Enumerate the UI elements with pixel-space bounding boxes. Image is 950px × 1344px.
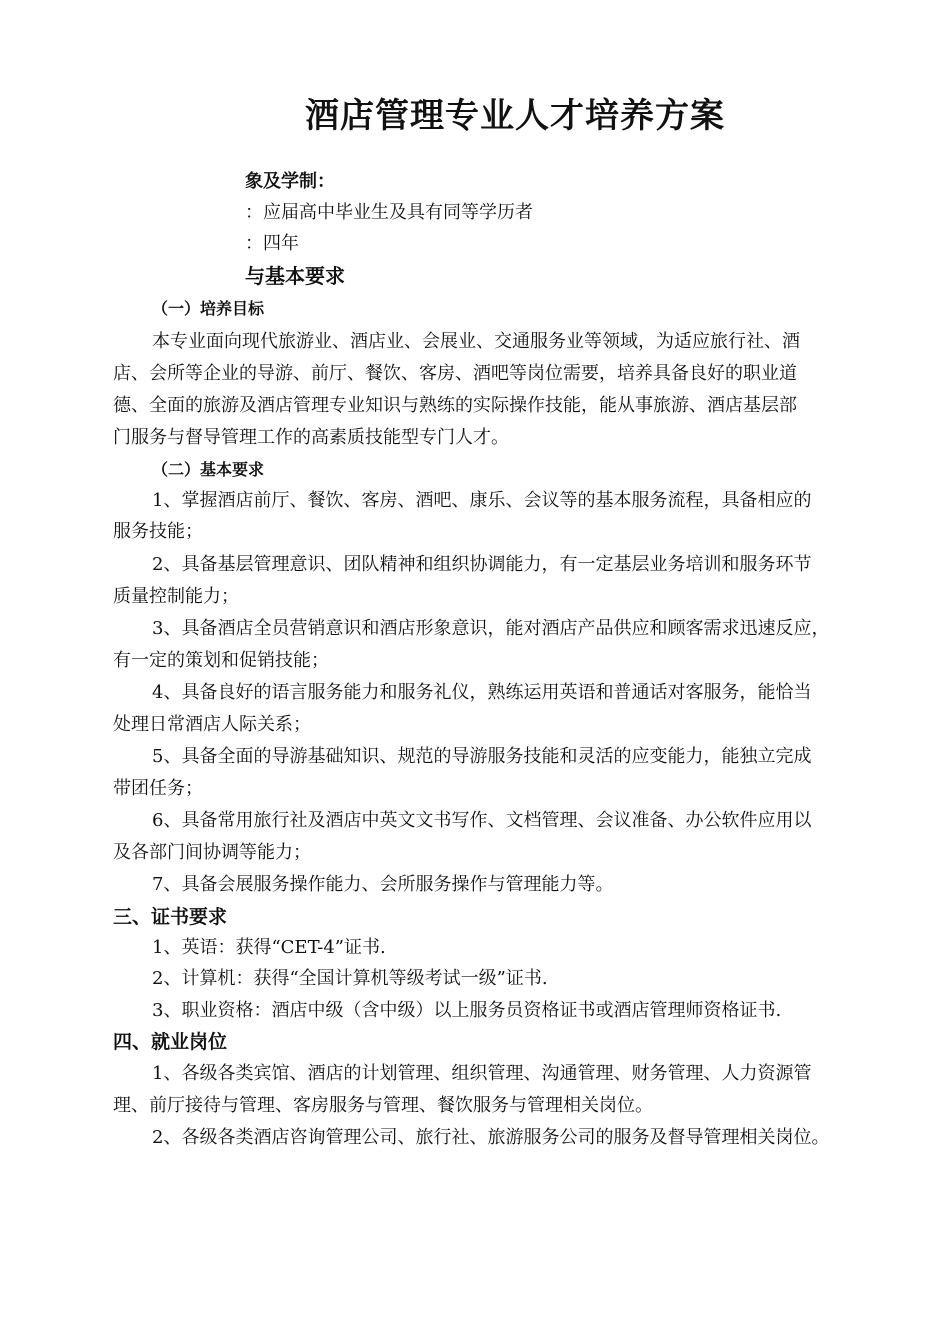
certificate-item: 2、计算机：获得“全国计算机等级考试一级”证书. [152,968,548,989]
goals-line: 店、会所等企业的导游、前厅、餐饮、客房、酒吧等岗位需要，培养具备良好的职业道 [113,363,797,384]
requirement-line: 2、具备基层管理意识、团队精神和组织协调能力，有一定基层业务培训和服务环节 [152,554,812,575]
section-heading-fragment-2: 与基本要求 [245,264,345,288]
jobs-line: 2、各级各类酒店咨询管理公司、旅行社、旅游服务公司的服务及督导管理相关岗位。 [152,1127,830,1148]
requirement-line: 4、具备良好的语言服务能力和服务礼仪，熟练运用英语和普通话对客服务，能恰当 [152,682,812,703]
requirement-line: 7、具备会展服务操作能力、会所服务操作与管理能力等。 [152,874,614,895]
requirement-line: 服务技能； [113,521,203,542]
requirement-line: 质量控制能力； [113,586,239,607]
goals-line: 本专业面向现代旅游业、酒店业、会展业、交通服务业等领域，为适应旅行社、酒 [152,331,800,352]
requirement-line: 有一定的策划和促销技能； [113,650,329,671]
requirement-line: 处理日常酒店人际关系； [113,714,311,735]
page-title: 酒店管理专业人才培养方案 [305,96,725,136]
goals-line: 德、全面的旅游及酒店管理专业知识与熟练的实际操作技能，能从事旅游、酒店基层部 [113,395,797,416]
certificate-item: 1、英语：获得“CET-4”证书. [152,937,386,958]
goals-line: 门服务与督导管理工作的高素质技能型专门人才。 [113,427,509,448]
requirement-line: 5、具备全面的导游基础知识、规范的导游服务技能和灵活的应变能力，能独立完成 [152,746,812,767]
certificate-item: 3、职业资格：酒店中级（含中级）以上服务员资格证书或酒店管理师资格证书. [152,1000,782,1021]
requirements-heading: （二）基本要求 [152,460,265,479]
target-students-fragment: ：应届高中毕业生及具有同等学历者 [245,202,533,223]
goals-heading: （一）培养目标 [152,299,265,318]
requirement-line: 6、具备常用旅行社及酒店中英文文书写作、文档管理、会议准备、办公软件应用以 [152,810,812,831]
duration-fragment: ：四年 [245,233,299,254]
requirement-line: 带团任务； [113,778,203,799]
requirement-line: 3、具备酒店全员营销意识和酒店形象意识，能对酒店产品供应和顾客需求迅速反应， [152,618,830,639]
jobs-line: 理、前厅接待与管理、客房服务与管理、餐饮服务与管理相关岗位。 [113,1095,653,1116]
jobs-heading: 四、就业岗位 [113,1031,228,1053]
requirement-line: 1、掌握酒店前厅、餐饮、客房、酒吧、康乐、会议等的基本服务流程，具备相应的 [152,490,812,511]
requirement-line: 及各部门间协调等能力； [113,842,311,863]
jobs-line: 1、各级各类宾馆、酒店的计划管理、组织管理、沟通管理、财务管理、人力资源管 [152,1063,812,1084]
section-heading-fragment: 象及学制： [245,171,335,192]
certificates-heading: 三、证书要求 [113,906,228,928]
